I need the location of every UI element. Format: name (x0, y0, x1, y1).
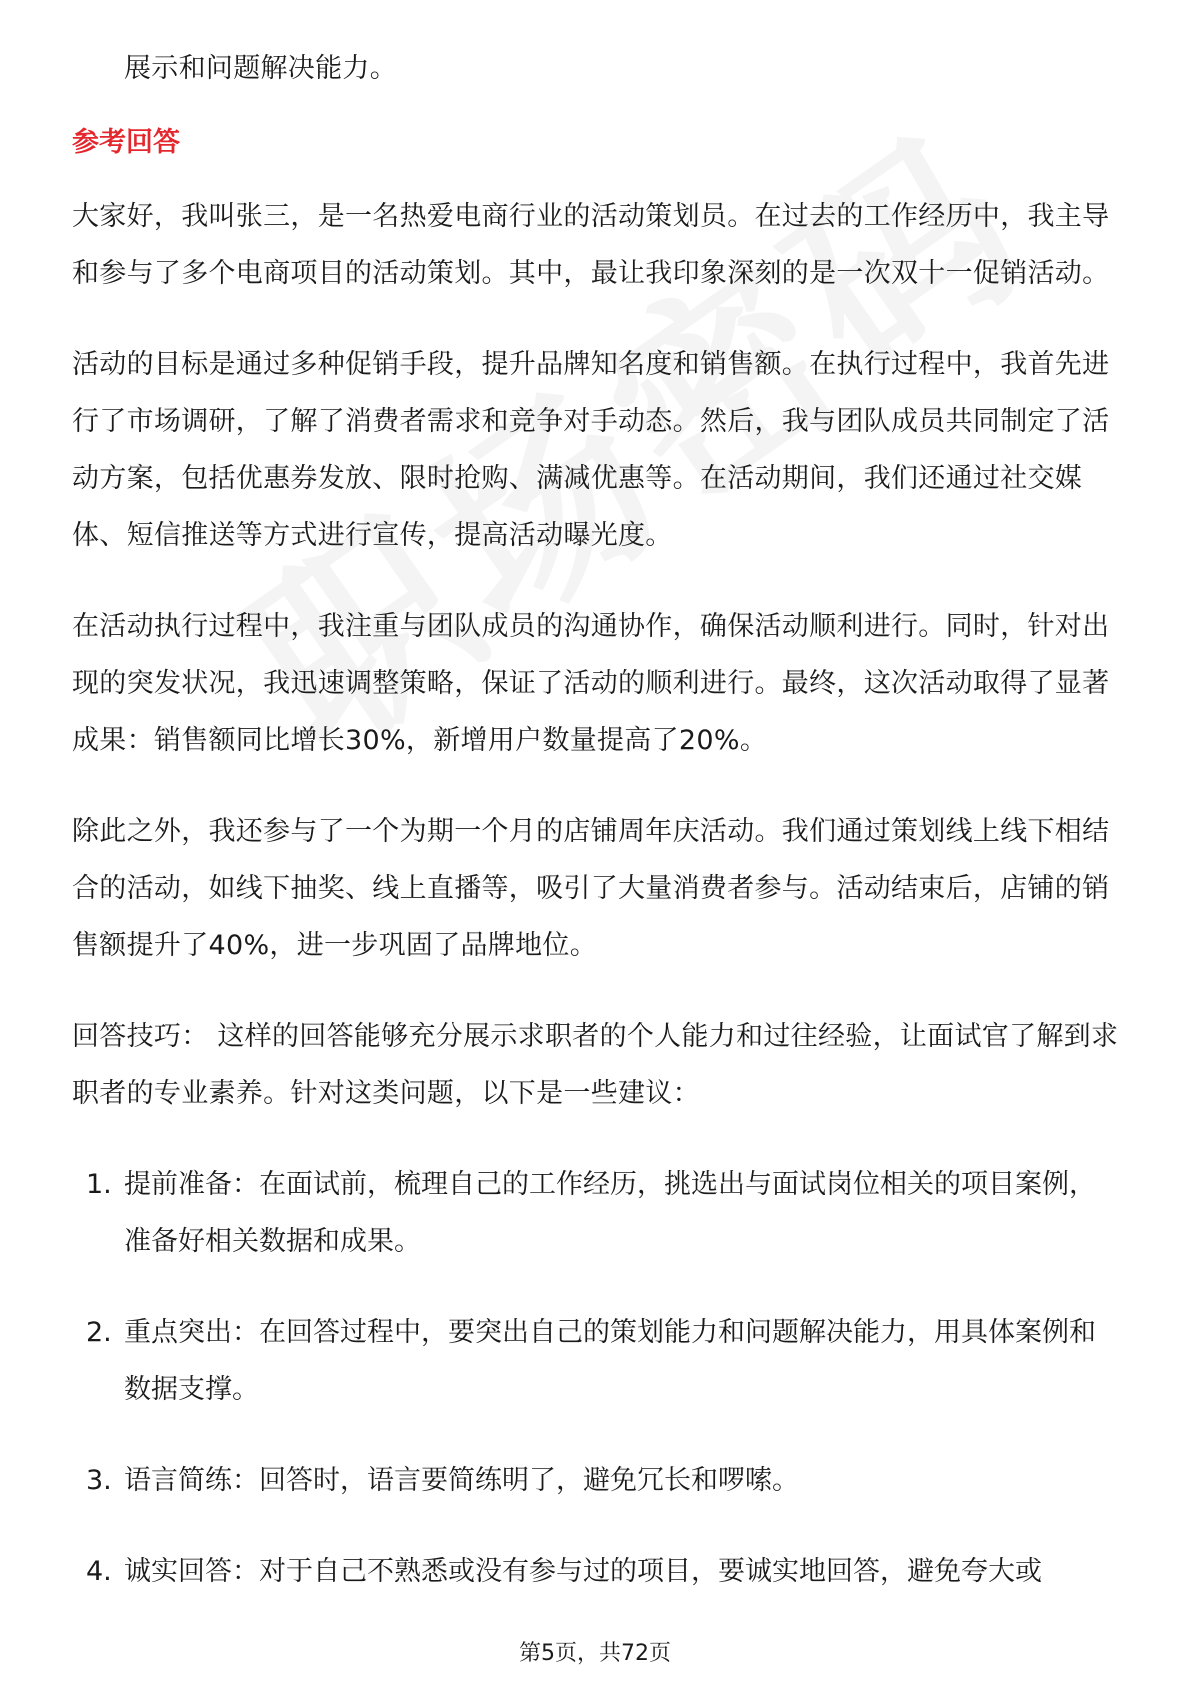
list-number: 1. (86, 1169, 112, 1200)
continuation-line: 展示和问题解决能力。 (124, 53, 397, 84)
list-item (72, 1156, 1122, 1270)
list-item (72, 1452, 1122, 1509)
list-text: 重点突出：在回答过程中，要突出自己的策划能力和问题解决能力，用具体案例和数据支撑。 (124, 1317, 1096, 1405)
paragraph-intro: 大家好，我叫张三，是一名热爱电商行业的活动策划员。在过去的工作经历中，我主导和参与了多个电商项目的活动策划。其中，最让我印象深刻的是一次双十一促销活动。 (72, 201, 1110, 289)
tips-list (72, 1156, 1122, 1600)
list-item (72, 1543, 1122, 1600)
list-item (72, 1304, 1122, 1418)
list-text: 诚实回答：对于自己不熟悉或没有参与过的项目，要诚实地回答，避免夸大或 (124, 1556, 1042, 1587)
list-text: 提前准备：在面试前，梳理自己的工作经历，挑选出与面试岗位相关的项目案例，准备好相关数据和成果。 (124, 1169, 1096, 1257)
section-heading: 参考回答 (72, 127, 180, 158)
paragraph-tips-intro: 回答技巧： 这样的回答能够充分展示求职者的个人能力和过往经验，让面试官了解到求职者的专业素养。针对这类问题，以下是一些建议： (72, 1021, 1119, 1109)
paragraph-goal: 活动的目标是通过多种促销手段，提升品牌知名度和销售额。在执行过程中，我首先进行了市场调研，了解了消费者需求和竞争对手动态。然后，我与团队成员共同制定了活动方案，包括优惠券发放、限时抢购、满减优惠等。在活动期间，我们还通过社交媒体、短信推送等方式进行宣传，提高活动曝光度。 (72, 349, 1110, 551)
page-content (72, 40, 1122, 1634)
paragraph-execution: 在活动执行过程中，我注重与团队成员的沟通协作，确保活动顺利进行。同时，针对出现的突发状况，我迅速调整策略，保证了活动的顺利进行。最终，这次活动取得了显著成果：销售额同比增长30%，新增用户数量提高了20%。 (72, 611, 1110, 756)
list-number: 4. (86, 1556, 112, 1587)
paragraph-anniversary: 除此之外，我还参与了一个为期一个月的店铺周年庆活动。我们通过策划线上线下相结合的活动，如线下抽奖、线上直播等，吸引了大量消费者参与。活动结束后，店铺的销售额提升了40%，进一步巩固了品牌地位。 (72, 816, 1110, 961)
list-number: 2. (86, 1317, 112, 1348)
list-text: 语言简练：回答时，语言要简练明了，避免冗长和啰嗦。 (124, 1465, 799, 1496)
list-number: 3. (86, 1465, 112, 1496)
page-footer: 第5页，共72页 (519, 1641, 671, 1666)
